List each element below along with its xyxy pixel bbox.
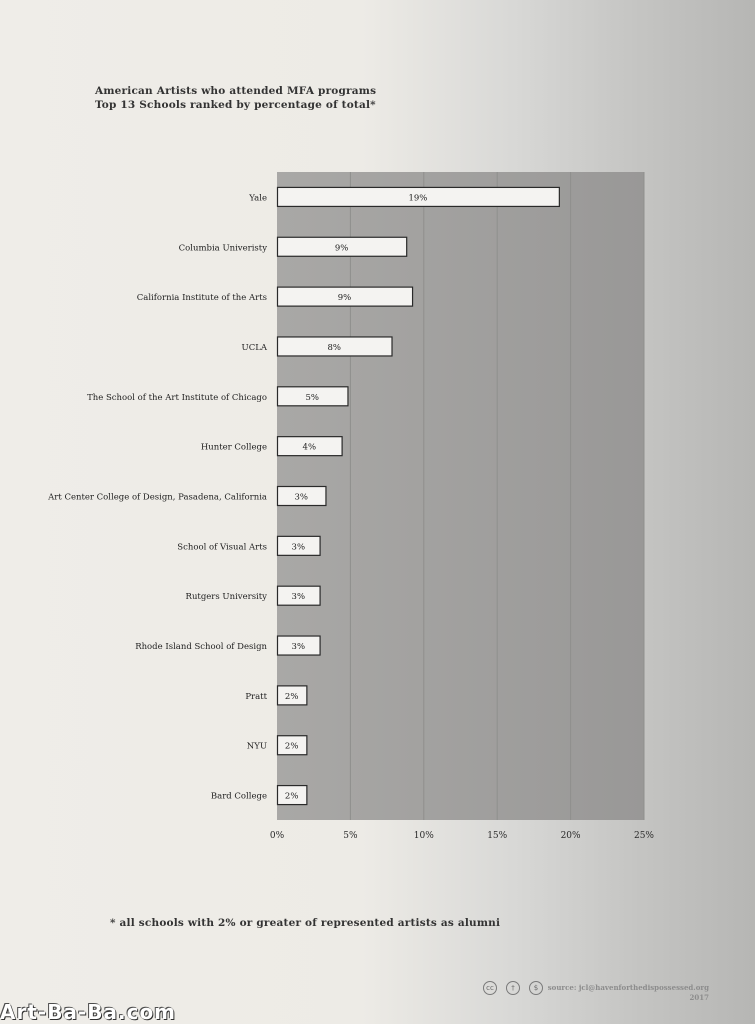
category-labels (47, 193, 268, 801)
x-tick-label: 0% (269, 831, 285, 841)
chart-title: American Artists who attended MFA programs (95, 85, 377, 97)
nc-noncommercial-icon: $ (529, 981, 543, 995)
bar-value-label: 5% (305, 392, 319, 403)
bar-value-label: 2% (284, 741, 299, 752)
x-tick-label: 10% (413, 831, 434, 841)
bar-value-label: 19% (408, 193, 428, 204)
plot-area (277, 172, 644, 820)
source-line: source: jcl@havenforthedispossessed.org (547, 983, 709, 992)
x-tick-label: 15% (487, 831, 508, 841)
category-label: Pratt (245, 691, 267, 702)
category-label: The School of the Art Institute of Chicago (87, 392, 267, 403)
watermark: Art-Ba-Ba.com (0, 1000, 177, 1024)
category-label: Hunter College (200, 442, 267, 453)
bar-value-label: 3% (291, 542, 306, 553)
bar-value-label: 2% (284, 691, 299, 702)
footnote: * all schools with 2% or greater of represented artists as alumni (110, 917, 501, 929)
category-label: Columbia Univeristy (178, 243, 267, 254)
category-label: Yale (249, 193, 267, 204)
cc-icon: cc (483, 981, 497, 995)
category-label: Art Center College of Design, Pasadena, California (48, 492, 267, 503)
bar-value-label: 3% (294, 492, 308, 503)
category-label: NYU (246, 741, 267, 752)
x-tick-label: 25% (633, 831, 655, 841)
category-label: School of Visual Arts (177, 542, 267, 553)
bar-value-label: 9% (334, 243, 349, 254)
by-attribution-icon: † (506, 981, 520, 995)
chart-subtitle: Top 13 Schools ranked by percentage of total* (95, 99, 376, 111)
category-label: Rhode Island School of Design (135, 642, 267, 653)
license-icons (483, 981, 543, 995)
source-year: 2017 (689, 993, 709, 1002)
category-label: UCLA (241, 342, 267, 353)
category-label: Rutgers University (185, 592, 267, 603)
source-credit (548, 983, 709, 1003)
x-tick-label: 5% (343, 831, 358, 841)
x-axis-ticks (270, 831, 655, 841)
bar-value-label: 8% (327, 342, 342, 353)
x-tick-label: 20% (560, 831, 581, 841)
category-label: Bard College (210, 791, 267, 802)
bar-value-label: 3% (291, 592, 306, 603)
bar-value-label: 2% (284, 791, 299, 802)
bar-value-label: 3% (291, 642, 306, 653)
bar-value-label: 9% (337, 293, 352, 304)
category-label: California Institute of the Arts (136, 293, 267, 304)
bar-value-label: 4% (302, 442, 317, 453)
